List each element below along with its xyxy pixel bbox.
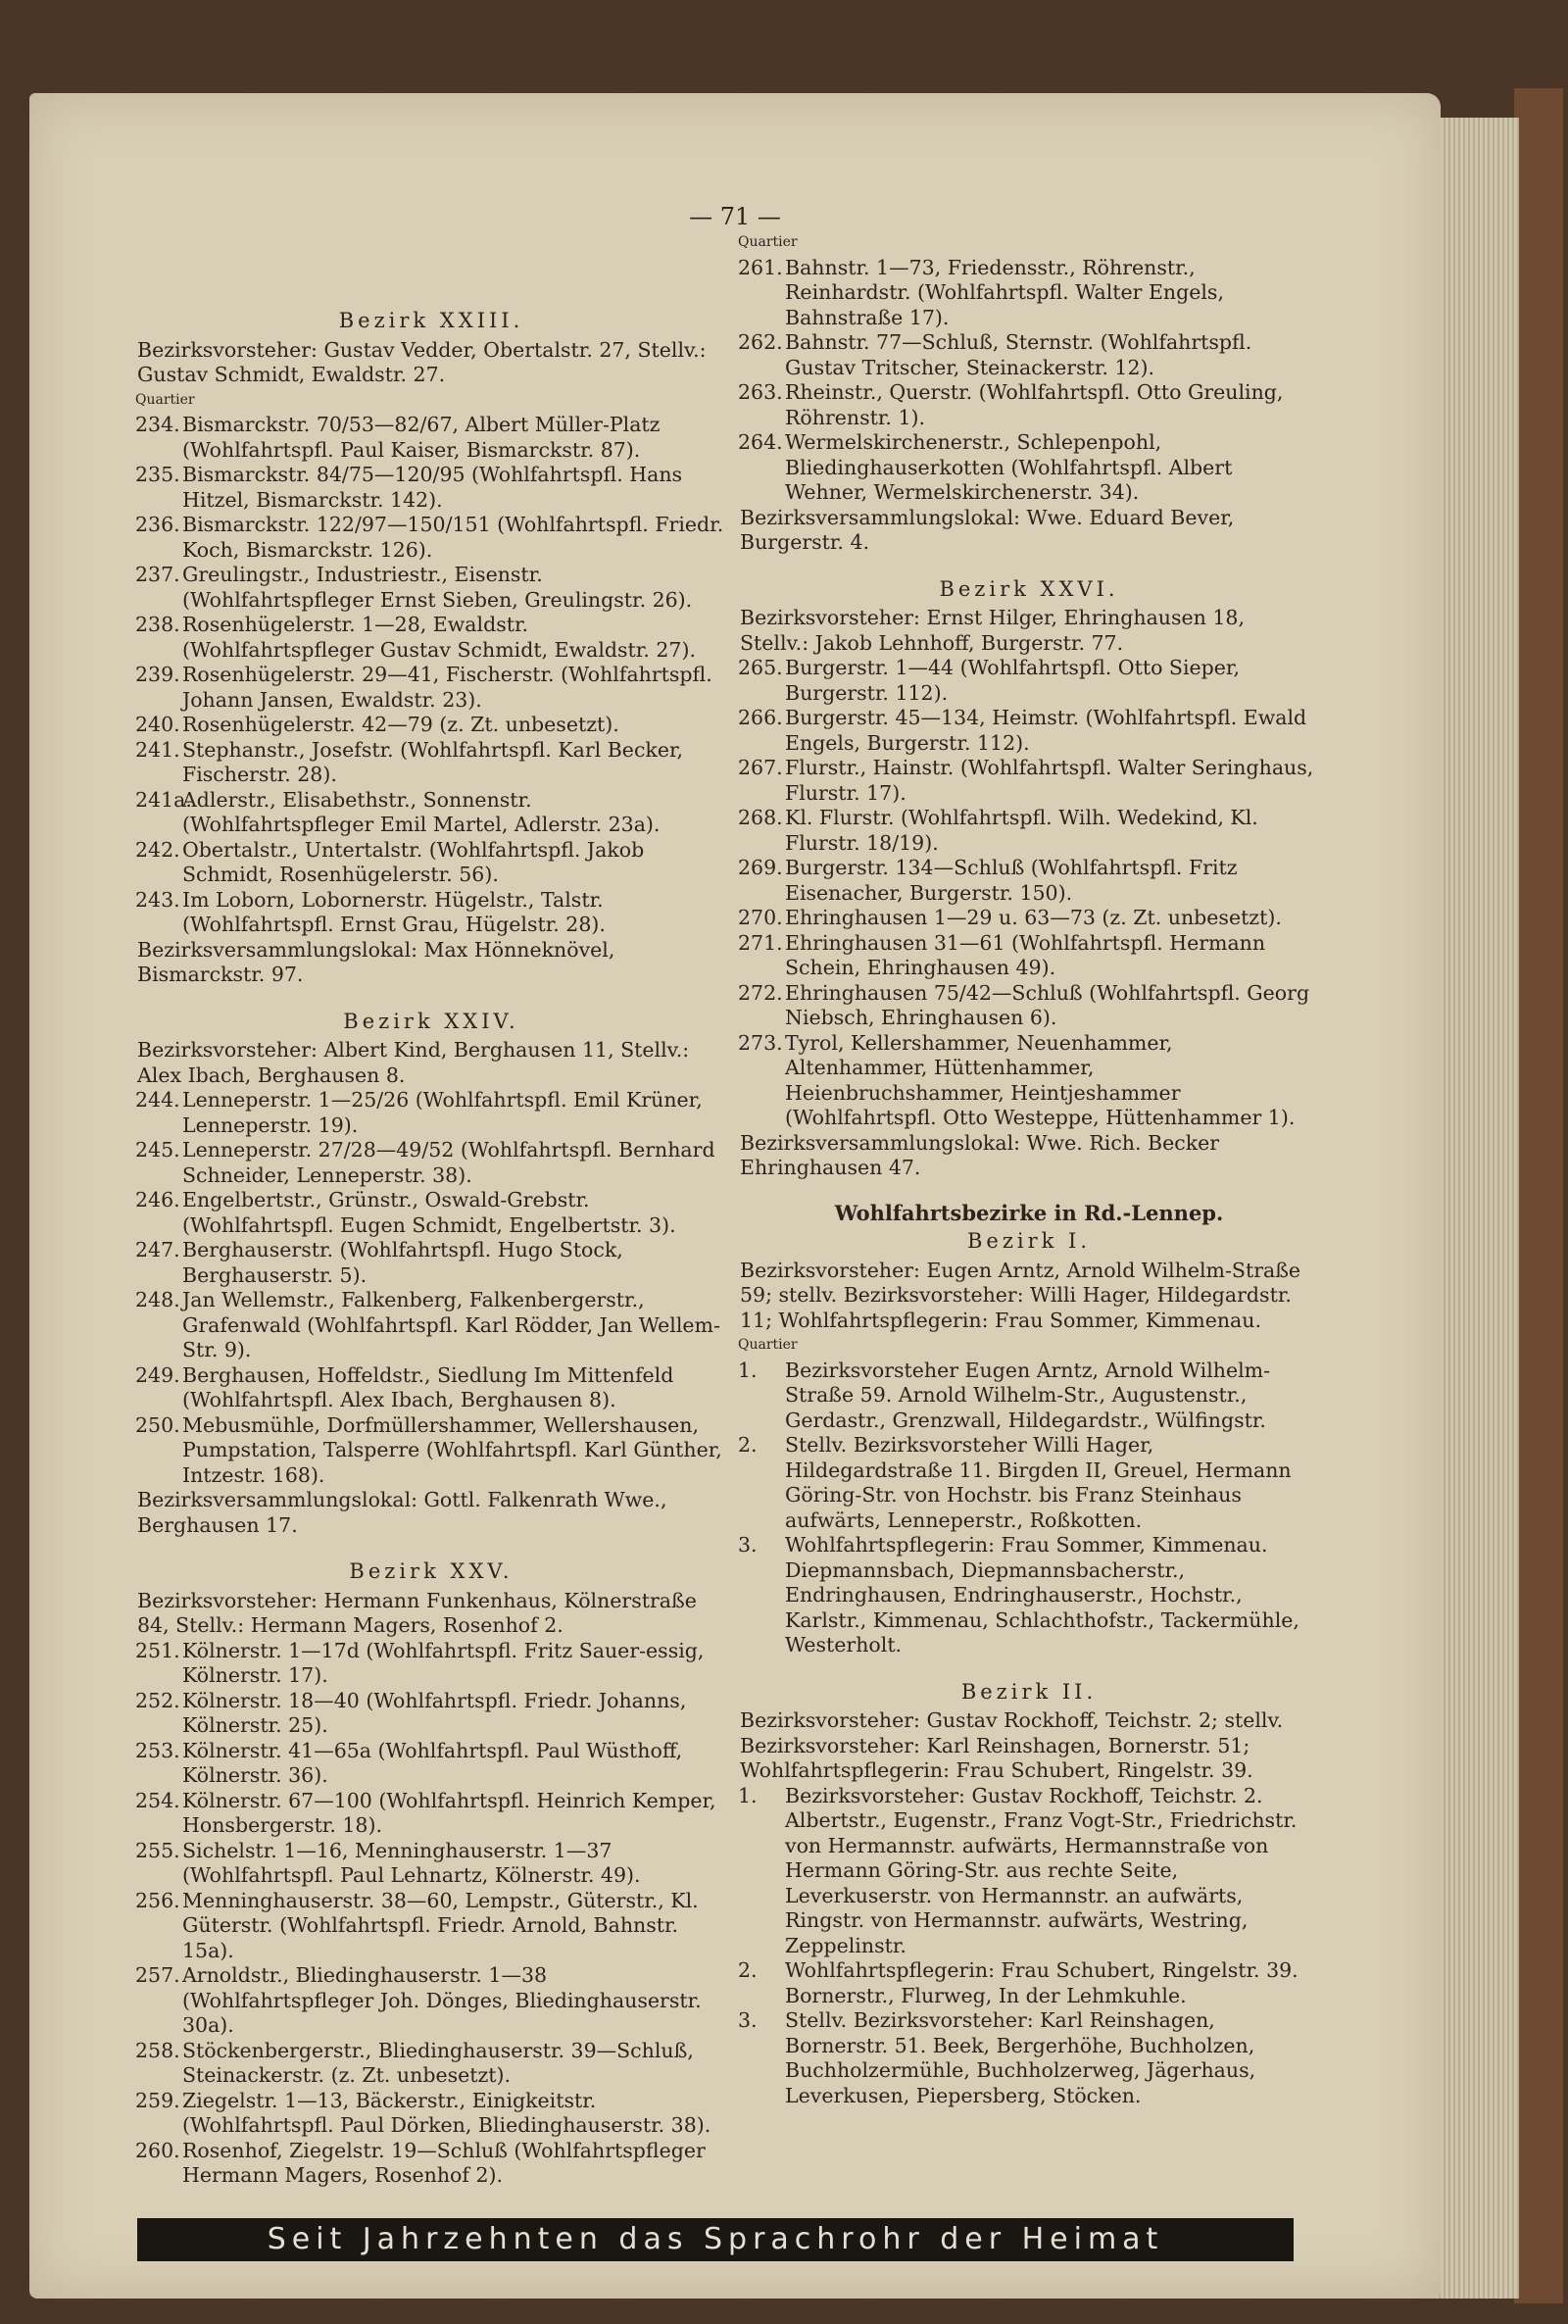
quartier-label: Quartier: [738, 1337, 798, 1353]
list-item: [740, 1533, 1318, 1658]
list-item: [740, 430, 1318, 506]
entry-list: [137, 1088, 725, 1488]
section-heading: Wohlfahrtsbezirke in Rd.-Lennep.: [834, 1200, 1224, 1225]
entry-text: Ehringhausen 75/42—Schluß (Wohlfahrtspfl. Georg Niebsch, Ehringhausen 6).: [785, 980, 1310, 1029]
list-item: [740, 806, 1318, 856]
entry-text: Wohlfahrtspflegerin: Frau Schubert, Ringelstr. 39. Bornerstr., Flurweg, In der Lehmkuhle.: [785, 1958, 1298, 2007]
entry-number: 270.: [738, 906, 783, 929]
list-item: [137, 563, 725, 613]
entry-text: Kölnerstr. 1—17d (Wohlfahrtspfl. Fritz Sauer-essig, Kölnerstr. 17).: [182, 1638, 705, 1687]
list-item: [137, 1963, 725, 2039]
entry-text: Berghauserstr. (Wohlfahrtspfl. Hugo Stock, Berghauserstr. 5).: [182, 1238, 623, 1287]
quartier-label: Quartier: [135, 391, 195, 408]
entry-number: 257.: [135, 1963, 180, 1987]
right-column: [740, 230, 1318, 2108]
left-column: [137, 309, 725, 2189]
list-item: [137, 513, 725, 563]
list-item: [137, 1889, 725, 1964]
entry-number: 3.: [738, 1533, 758, 1557]
entry-text: Sichelstr. 1—16, Menninghauserstr. 1—37 (Wohlfahrtspfl. Paul Lehnartz, Kölnerstr. 49).: [182, 1838, 641, 1887]
list-item: [740, 706, 1318, 756]
entry-text: Ehringhausen 1—29 u. 63—73 (z. Zt. unbesetzt).: [785, 906, 1282, 929]
entry-list: [137, 1639, 725, 2189]
entry-text: Ehringhausen 31—61 (Wohlfahrtspfl. Hermann Schein, Ehringhausen 49).: [785, 930, 1266, 979]
entry-number: 234.: [135, 413, 180, 436]
entry-text: Rheinstr., Querstr. (Wohlfahrtspfl. Otto Greuling, Röhrenstr. 1).: [785, 380, 1284, 429]
entry-number: 254.: [135, 1788, 180, 1812]
list-item: [137, 1363, 725, 1413]
entry-text: Stellv. Bezirksvorsteher Willi Hager, Hildegardstraße 11. Birgden II, Greuel, Hermann Göring-Str. von Hochstr. bis Franz Steinhaus aufwärts, Lenneperstr., Roßkotten.: [785, 1433, 1292, 1532]
entry-number: 238.: [135, 613, 180, 636]
entry-number: 239.: [135, 663, 180, 686]
district-heading: Bezirk I.: [966, 1229, 1092, 1253]
list-item: [137, 713, 725, 738]
entry-text: Stöckenbergerstr., Bliedinghauserstr. 39—Schluß, Steinackerstr. (z. Zt. unbesetzt).: [182, 2038, 694, 2087]
district-lokal: Bezirksversammlungslokal: Wwe. Eduard Bever, Burgerstr. 4.: [740, 505, 1235, 554]
list-item: [137, 1689, 725, 1739]
entry-text: Menninghauserstr. 38—60, Lempstr., Güterstr., Kl. Güterstr. (Wohlfahrtspfl. Friedr. Arnold, Bahnstr. 15a).: [182, 1888, 699, 1962]
list-item: [137, 1238, 725, 1288]
entry-text: Greulingstr., Industriestr., Eisenstr. (Wohlfahrtspfleger Ernst Sieben, Greulingstr. 26).: [182, 563, 693, 612]
entry-list: [740, 256, 1318, 506]
entry-number: 2.: [738, 1958, 758, 1982]
district-intro: Bezirksvorsteher: Gustav Vedder, Obertalstr. 27, Stellv.: Gustav Schmidt, Ewaldstr. 27.: [137, 337, 707, 386]
list-item: [740, 931, 1318, 981]
footer-banner: Seit Jahrzehnten das Sprachrohr der Heimat: [137, 2218, 1294, 2261]
district-intro: Bezirksvorsteher: Hermann Funkenhaus, Kölnerstraße 84, Stellv.: Hermann Magers, Rosenhof 2.: [137, 1588, 697, 1637]
entry-number: 255.: [135, 1838, 180, 1862]
entry-number: 258.: [135, 2038, 180, 2062]
district-heading: Bezirk XXV.: [349, 1559, 514, 1583]
entry-number: 272.: [738, 980, 783, 1005]
entry-number: 253.: [135, 1738, 180, 1762]
list-item: [740, 1433, 1318, 1533]
entry-text: Stephanstr., Josefstr. (Wohlfahrtspfl. Karl Becker, Fischerstr. 28).: [182, 737, 684, 786]
entry-number: 252.: [135, 1688, 180, 1712]
list-item: [740, 1784, 1318, 1959]
list-item: [137, 663, 725, 713]
list-item: [740, 380, 1318, 430]
list-item: [740, 981, 1318, 1031]
entry-number: 266.: [738, 706, 783, 729]
entry-number: 267.: [738, 756, 783, 779]
entry-text: Mebusmühle, Dorfmüllershammer, Wellershausen, Pumpstation, Talsperre (Wohlfahrtspfl. Karl Günther, Intzestr. 168).: [182, 1412, 722, 1487]
entry-number: 246.: [135, 1188, 180, 1211]
district-heading: Bezirk XXVI.: [939, 576, 1119, 601]
list-item: [137, 2089, 725, 2139]
entry-text: Burgerstr. 134—Schluß (Wohlfahrtspfl. Fritz Eisenacher, Burgerstr. 150).: [785, 856, 1238, 905]
entry-number: 237.: [135, 563, 180, 586]
entry-number: 236.: [135, 513, 180, 536]
entry-number: 245.: [135, 1138, 180, 1162]
entry-number: 259.: [135, 2088, 180, 2112]
entry-text: Stellv. Bezirksvorsteher: Karl Reinshagen, Bornerstr. 51. Beek, Bergerhöhe, Buchholzen, Buchholzermühle, Buchholzerweg, Jägerhaus, Leverkusen, Piepersberg, Stöcken.: [785, 2008, 1256, 2107]
entry-list: [740, 1784, 1318, 2109]
entry-text: Burgerstr. 45—134, Heimstr. (Wohlfahrtspfl. Ewald Engels, Burgerstr. 112).: [785, 706, 1307, 755]
district-lokal: Bezirksversammlungslokal: Gottl. Falkenrath Wwe., Berghausen 17.: [137, 1488, 667, 1537]
entry-text: Arnoldstr., Bliedinghauserstr. 1—38 (Wohlfahrtspfleger Joh. Dönges, Bliedinghauserstr. 30a).: [182, 1963, 702, 2037]
entry-text: Rosenhügelerstr. 1—28, Ewaldstr. (Wohlfahrtspfleger Gustav Schmidt, Ewaldstr. 27).: [182, 613, 696, 662]
entry-number: 242.: [135, 837, 180, 862]
entry-number: 262.: [738, 330, 783, 354]
list-item: [740, 906, 1318, 931]
district-intro: Bezirksvorsteher: Albert Kind, Berghausen 11, Stellv.: Alex Ibach, Berghausen 8.: [137, 1038, 690, 1087]
list-item: [137, 1639, 725, 1689]
entry-number: 249.: [135, 1362, 180, 1387]
entry-text: Rosenhof, Ziegelstr. 19—Schluß (Wohlfahrtspfleger Hermann Magers, Rosenhof 2).: [182, 2138, 706, 2187]
district-intro: Bezirksvorsteher: Ernst Hilger, Ehringhausen 18, Stellv.: Jakob Lehnhoff, Burgerstr. 77.: [740, 606, 1245, 655]
entry-number: 235.: [135, 463, 180, 486]
entry-number: 1.: [738, 1358, 758, 1382]
entry-number: 269.: [738, 856, 783, 879]
entry-number: 251.: [135, 1638, 180, 1662]
entry-text: Bismarckstr. 84/75—120/95 (Wohlfahrtspfl. Hans Hitzel, Bismarckstr. 142).: [182, 463, 683, 512]
entry-number: 243.: [135, 887, 180, 912]
entry-text: Bismarckstr. 70/53—82/67, Albert Müller-Platz (Wohlfahrtspfl. Paul Kaiser, Bismarckstr. 87).: [182, 413, 661, 462]
entry-number: 244.: [135, 1088, 180, 1112]
entry-list: [137, 413, 725, 938]
entry-number: 268.: [738, 806, 783, 829]
entry-number: 3.: [738, 2008, 758, 2032]
list-item: [137, 738, 725, 788]
entry-text: Lenneperstr. 1—25/26 (Wohlfahrtspfl. Emil Krüner, Lenneperstr. 19).: [182, 1088, 703, 1137]
list-item: [137, 1088, 725, 1138]
entry-number: 241.: [135, 737, 180, 762]
list-item: [740, 1359, 1318, 1434]
list-item: [137, 413, 725, 463]
list-item: [137, 613, 725, 663]
list-item: [740, 656, 1318, 706]
entry-number: 241a.: [135, 787, 192, 812]
list-item: [740, 856, 1318, 906]
entry-number: 264.: [738, 430, 783, 454]
list-item: [740, 256, 1318, 331]
entry-text: Tyrol, Kellershammer, Neuenhammer, Altenhammer, Hüttenhammer, Heienbruchshammer, Heintjeshammer (Wohlfahrtspfl. Otto Westeppe, Hüttenhammer 1).: [785, 1030, 1296, 1129]
entry-number: 261.: [738, 255, 783, 279]
entry-text: Wohlfahrtspflegerin: Frau Sommer, Kimmenau. Diepmannsbach, Diepmannsbacherstr., Endringhausen, Endringhauserstr., Hochstr., Karlstr., Kimmenau, Schlachthofstr., Tackermühle, Westerholt.: [785, 1533, 1299, 1656]
entry-text: Bezirksvorsteher: Gustav Rockhoff, Teichstr. 2. Albertstr., Eugenstr., Franz Vogt-Str., Friedrichstr. von Hermannstr. aufwärts, Hermannstraße von Hermann Göring-Str. aus rechte Seite, Leverkuserstr. von Hermannstr. an aufwärts, Ringstr. von Hermannstr. aufwärts, Westring, Zeppelinstr.: [785, 1783, 1298, 1957]
list-item: [740, 330, 1318, 380]
page-number: — 71 —: [689, 203, 781, 230]
district-intro: Bezirksvorsteher: Eugen Arntz, Arnold Wilhelm-Straße 59; stellv. Bezirksvorsteher: Willi Hager, Hildegardstr. 11; Wohlfahrtspflegerin: Frau Sommer, Kimmenau.: [740, 1258, 1301, 1332]
list-item: [137, 1789, 725, 1839]
entry-number: 260.: [135, 2138, 180, 2162]
entry-number: 273.: [738, 1030, 783, 1055]
entry-text: Kl. Flurstr. (Wohlfahrtspfl. Wilh. Wedekind, Kl. Flurstr. 18/19).: [785, 806, 1258, 855]
entry-text: Engelbertstr., Grünstr., Oswald-Grebstr. (Wohlfahrtspfl. Eugen Schmidt, Engelbertstr. 3).: [182, 1188, 676, 1237]
entry-list: [740, 1359, 1318, 1658]
list-item: [137, 1288, 725, 1363]
entry-text: Bezirksvorsteher Eugen Arntz, Arnold Wilhelm-Straße 59. Arnold Wilhelm-Str., Augustenstr., Gerdastr., Grenzwall, Hildegardstr., Wülfingstr.: [785, 1358, 1271, 1432]
list-item: [137, 788, 725, 838]
list-item: [740, 1031, 1318, 1131]
entry-text: Bahnstr. 1—73, Friedensstr., Röhrenstr., Reinhardstr. (Wohlfahrtspfl. Walter Engels, Bahnstraße 17).: [785, 255, 1224, 329]
entry-number: 263.: [738, 380, 783, 404]
entry-text: Rosenhügelerstr. 29—41, Fischerstr. (Wohlfahrtspfl. Johann Jansen, Ewaldstr. 23).: [182, 663, 712, 712]
entry-number: 265.: [738, 656, 783, 679]
entry-text: Bahnstr. 77—Schluß, Sternstr. (Wohlfahrtspfl. Gustav Tritscher, Steinackerstr. 12).: [785, 330, 1252, 379]
book-page: [29, 93, 1441, 2299]
entry-text: Flurstr., Hainstr. (Wohlfahrtspfl. Walter Seringhaus, Flurstr. 17).: [785, 756, 1314, 805]
quartier-label: Quartier: [738, 234, 798, 250]
entry-number: 248.: [135, 1288, 180, 1311]
entry-number: 1.: [738, 1783, 758, 1807]
entry-text: Burgerstr. 1—44 (Wohlfahrtspfl. Otto Sieper, Burgerstr. 112).: [785, 656, 1240, 705]
book-cover-edge: [1514, 88, 1563, 2303]
list-item: [137, 2139, 725, 2189]
entry-text: Jan Wellemstr., Falkenberg, Falkenbergerstr., Grafenwald (Wohlfahrtspfl. Karl Rödder, Jan Wellem-Str. 9).: [182, 1288, 720, 1361]
list-item: [137, 838, 725, 888]
entry-number: 250.: [135, 1412, 180, 1437]
list-item: [137, 1413, 725, 1489]
list-item: [137, 1188, 725, 1238]
entry-text: Kölnerstr. 18—40 (Wohlfahrtspfl. Friedr. Johanns, Kölnerstr. 25).: [182, 1688, 687, 1737]
entry-text: Kölnerstr. 41—65a (Wohlfahrtspfl. Paul Wüsthoff, Kölnerstr. 36).: [182, 1738, 683, 1787]
entry-number: 247.: [135, 1238, 180, 1261]
entry-text: Wermelskirchenerstr., Schlepenpohl, Bliedinghauserkotten (Wohlfahrtspfl. Albert Wehner, Wermelskirchenerstr. 34).: [785, 430, 1233, 504]
entry-text: Ziegelstr. 1—13, Bäckerstr., Einigkeitstr. (Wohlfahrtspfl. Paul Dörken, Bliedinghauserstr. 38).: [182, 2088, 711, 2137]
entry-list: [740, 656, 1318, 1131]
entry-text: Bismarckstr. 122/97—150/151 (Wohlfahrtspfl. Friedr. Koch, Bismarckstr. 126).: [182, 513, 724, 562]
district-heading: Bezirk II.: [960, 1679, 1098, 1704]
list-item: [137, 1839, 725, 1889]
district-intro: Bezirksvorsteher: Gustav Rockhoff, Teichstr. 2; stellv. Bezirksvorsteher: Karl Reinshagen, Bornerstr. 51; Wohlfahrtspflegerin: Frau Schubert, Ringelstr. 39.: [740, 1708, 1284, 1782]
district-heading: Bezirk XXIV.: [343, 1009, 519, 1033]
entry-text: Im Loborn, Lobornerstr. Hügelstr., Talstr. (Wohlfahrtspfl. Ernst Grau, Hügelstr. 28).: [182, 887, 606, 936]
district-heading: Bezirk XXIII.: [338, 309, 524, 332]
entry-text: Rosenhügelerstr. 42—79 (z. Zt. unbesetzt).: [182, 713, 619, 736]
list-item: [137, 1739, 725, 1789]
list-item: [137, 2039, 725, 2089]
district-lokal: Bezirksversammlungslokal: Max Hönneknövel, Bismarckstr. 97.: [137, 937, 615, 986]
entry-text: Adlerstr., Elisabethstr., Sonnenstr. (Wohlfahrtspfleger Emil Martel, Adlerstr. 23a).: [182, 787, 661, 836]
entry-text: Kölnerstr. 67—100 (Wohlfahrtspfl. Heinrich Kemper, Honsbergerstr. 18).: [182, 1788, 716, 1837]
entry-text: Berghausen, Hoffeldstr., Siedlung Im Mittenfeld (Wohlfahrtspfl. Alex Ibach, Berghausen 8).: [182, 1362, 674, 1411]
entry-number: 2.: [738, 1433, 758, 1457]
entry-text: Obertalstr., Untertalstr. (Wohlfahrtspfl. Jakob Schmidt, Rosenhügelerstr. 56).: [182, 837, 645, 886]
list-item: [137, 888, 725, 938]
list-item: [740, 756, 1318, 806]
list-item: [740, 2008, 1318, 2108]
entry-number: 271.: [738, 930, 783, 955]
entry-text: Lenneperstr. 27/28—49/52 (Wohlfahrtspfl. Bernhard Schneider, Lenneperstr. 38).: [182, 1138, 715, 1187]
list-item: [740, 1958, 1318, 2008]
list-item: [137, 463, 725, 513]
list-item: [137, 1138, 725, 1188]
district-lokal: Bezirksversammlungslokal: Wwe. Rich. Becker Ehringhausen 47.: [740, 1130, 1220, 1179]
entry-number: 240.: [135, 713, 180, 736]
entry-number: 256.: [135, 1888, 180, 1912]
